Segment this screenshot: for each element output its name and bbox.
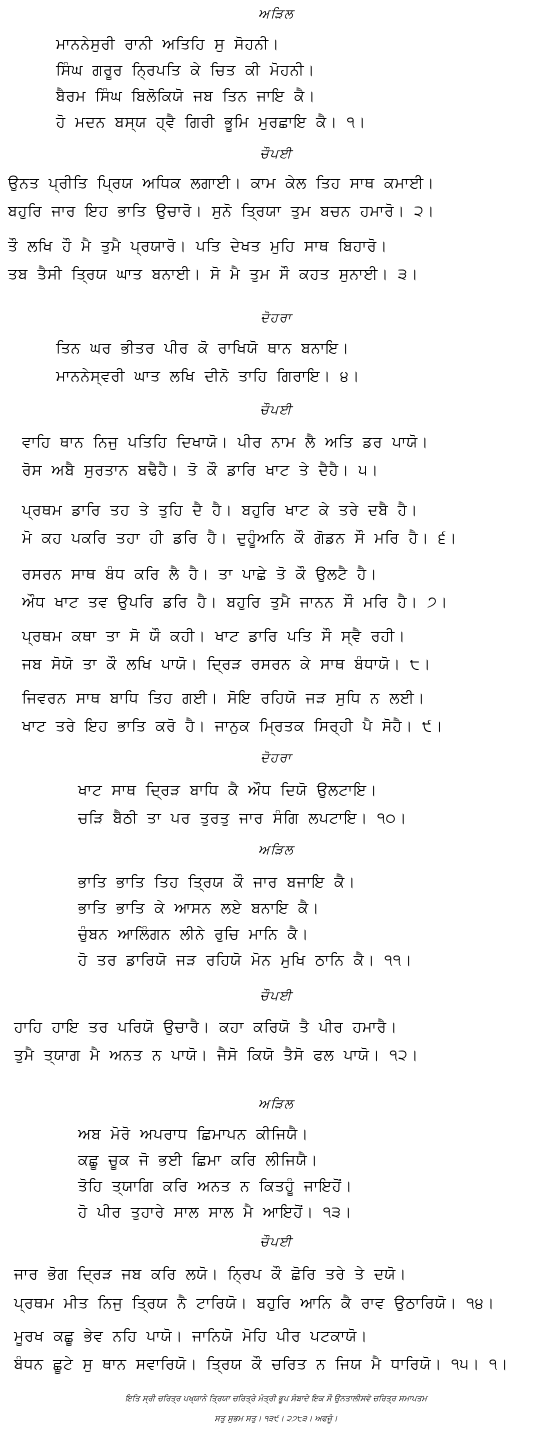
verse-line: ਤਿਨ ਘਰ ਭੀਤਰ ਪੀਰ ਕੋ ਰਾਖਿਯੋ ਥਾਨ ਬਨਾਇ। bbox=[56, 339, 350, 357]
verse-line: ਪ੍ਰਥਮ ਡਾਰਿ ਤਹ ਤੇ ਤੁਹਿ ਦੈ ਹੈ। ਬਹੁਰਿ ਖਾਟ ਕੇ ਤਰੇ ਦਬੈ ਹੈ। bbox=[22, 501, 418, 519]
verse-line: ਹਾਹਿ ਹਾਇ ਤਰ ਪਰਿਯੋ ਉਚਾਰੈ। ਕਹਾ ਕਰਿਯੋ ਤੈ ਪੀਰ ਹਮਾਰੈ। bbox=[14, 1018, 398, 1036]
section-heading: ਦੋਹਰਾ bbox=[260, 751, 292, 766]
verse-line: ਜਿਵਰਨ ਸਾਥ ਬਾਧਿ ਤਿਹ ਗਈ। ਸੋਇ ਰਹਿਯੋ ਜੜ ਸੁਧਿ ਨ ਲਈ। bbox=[22, 689, 425, 707]
verse-line: ਬਹੁਰਿ ਜਾਰ ਇਹ ਭਾਤਿ ਉਚਾਰੋ। ਸੁਨੋ ਤ੍ਰਿਯਾ ਤੁਮ ਬਚਨ ਹਮਾਰੋ। ੨। bbox=[8, 202, 435, 220]
verse-line: ਰਸਰਨ ਸਾਥ ਬੰਧ ਕਰਿ ਲੈ ਹੈ। ਤਾ ਪਾਛੇ ਤੋ ਕੌ ਉਲਟੈ ਹੈ। bbox=[22, 565, 378, 583]
verse-line: ਔਧ ਖਾਟ ਤਵ ਉਪਰਿ ਡਰਿ ਹੈ। ਬਹੁਰਿ ਤੁਮੈ ਜਾਨਨ ਸੌ ਮਰਿ ਹੈ। ੭। bbox=[22, 593, 448, 611]
verse-line: ਪ੍ਰਥਮ ਕਥਾ ਤਾ ਸੋ ਯੌ ਕਹੀ। ਖਾਟ ਡਾਰਿ ਪਤਿ ਸੌ ਸ੍ਵੈ ਰਹੀ। bbox=[22, 627, 406, 645]
verse-line: ਰੋਸ ਅਬੈ ਸੁਰਤਾਨ ਬਢੈਹੈ। ਤੋ ਕੌ ਡਾਰਿ ਖਾਟ ਤੇ ਦੈਹੈ। ੫। bbox=[22, 461, 379, 479]
verse-line: ਹੋ ਤਰ ਡਾਰਿਯੋ ਜੜ ਰਹਿਯੋ ਮੋਨ ਮੁਖਿ ਠਾਨਿ ਕੈ। ੧੧। bbox=[78, 951, 413, 969]
verse-line: ਚੜਿ ਬੈਠੀ ਤਾ ਪਰ ਤੁਰਤੁ ਜਾਰ ਸੰਗਿ ਲਪਟਾਇ। ੧੦। bbox=[78, 809, 407, 827]
section-heading: ਅੜਿਲ bbox=[258, 7, 294, 22]
verse-line: ਜਾਰ ਭੋਗ ਦ੍ਰਿੜ ਜਬ ਕਰਿ ਲਯੋ। ਨ੍ਰਿਪ ਕੌ ਛੋਰਿ ਤਰੇ ਤੇ ਦਯੋ। bbox=[14, 1265, 407, 1283]
verse-line: ਭਾਤਿ ਭਾਤਿ ਕੇ ਆਸਨ ਲਏ ਬਨਾਇ ਕੈ। bbox=[78, 899, 320, 917]
verse-line: ਤੋਹਿ ਤ੍ਯਾਗਿ ਕਰਿ ਅਨਤ ਨ ਕਿਤਹੂੰ ਜਾਇਹੋਂ। bbox=[78, 1177, 353, 1195]
section-heading: ਚੌਪਈ bbox=[259, 403, 293, 418]
verse-line: ਵਾਹਿ ਥਾਨ ਨਿਜੁ ਪਤਿਹਿ ਦਿਖਾਯੋ। ਪੀਰ ਨਾਮ ਲੈ ਅਤਿ ਡਰ ਪਾਯੋ। bbox=[22, 433, 429, 451]
verse-line: ਹੋ ਪੀਰ ਤੁਹਾਰੇ ਸਾਲ ਸਾਲ ਮੈ ਆਇਹੋਂ। ੧੩। bbox=[78, 1203, 352, 1221]
verse-line: ਤੁਮੈ ਤ੍ਯਾਗ ਮੈ ਅਨਤ ਨ ਪਾਯੋ। ਜੈਸੋ ਕਿਯੋ ਤੈਸੋ ਫਲ ਪਾਯੋ। ੧੨। bbox=[14, 1046, 419, 1064]
section-heading: ਚੌਪਈ bbox=[259, 1235, 293, 1250]
verse-line: ਅਬ ਮੋਰੋ ਅਪਰਾਧ ਛਿਮਾਪਨ ਕੀਜਿਯੈ। bbox=[78, 1125, 309, 1143]
section-heading: ਚੌਪਈ bbox=[259, 147, 293, 162]
verse-line: ਖਾਟ ਸਾਥ ਦ੍ਰਿੜ ਬਾਧਿ ਕੈ ਔਧ ਦਿਯੋ ਉਲਟਾਇ। bbox=[78, 781, 378, 799]
verse-line: ਮੋ ਕਹ ਪਕਰਿ ਤਹਾ ਹੀ ਡਰਿ ਹੈ। ਦੁਹੂੰਅਨਿ ਕੌ ਗੋਡਨ ਸੌ ਮਰਿ ਹੈ। ੬। bbox=[22, 529, 457, 547]
section-heading: ਅੜਿਲ bbox=[258, 843, 294, 858]
colophon-line: ਇਤਿ ਸ੍ਰੀ ਚਰਿਤ੍ਰ ਪਖ੍ਯਾਨੇ ਤ੍ਰਿਯਾ ਚਰਿਤ੍ਰੇ ਮੰਤ੍ਰੀ ਭੂਪ ਸੰਬਾਦੇ ਇਕ ਸੌ ਉਨਤਾਲੀਸਵੋ ਚਰਿਤ੍ਰ ਸਮਾਪਤਮ bbox=[125, 1394, 427, 1403]
section-heading: ਦੋਹਰਾ bbox=[260, 311, 292, 326]
verse-line: ਜਬ ਸੋਯੋ ਤਾ ਕੌ ਲਖਿ ਪਾਯੋ। ਦ੍ਰਿੜ ਰਸਰਨ ਕੇ ਸਾਥ ਬੰਧਾਯੋ। ੮। bbox=[22, 655, 431, 673]
verse-line: ਬੈਰਮ ਸਿੰਘ ਬਿਲੋਕਿਯੋ ਜਬ ਤਿਨ ਜਾਇ ਕੈ। bbox=[56, 87, 316, 105]
section-heading: ਚੌਪਈ bbox=[259, 989, 293, 1004]
verse-line: ਪ੍ਰਥਮ ਮੀਤ ਨਿਜੁ ਤ੍ਰਿਯ ਨੈ ਟਾਰਿਯੋ। ਬਹੁਰਿ ਆਨਿ ਕੈ ਰਾਵ ਉਠਾਰਿਯੋ। ੧੪। bbox=[14, 1294, 495, 1312]
verse-line: ਕਛੂ ਚੂਕ ਜੋ ਭਈ ਛਿਮਾ ਕਰਿ ਲੀਜਿਯੈ। bbox=[78, 1151, 319, 1169]
verse-line: ਤਬ ਤੈਸੀ ਤ੍ਰਿਯ ਘਾਤ ਬਨਾਈ। ਸੋ ਮੈ ਤੁਮ ਸੌ ਕਹਤ ਸੁਨਾਈ। ੩। bbox=[8, 265, 419, 283]
verse-line: ਮਾਨਨੇਸ੍ਵਰੀ ਘਾਤ ਲਖਿ ਦੀਨੋ ਤਾਹਿ ਗਿਰਾਇ। ੪। bbox=[56, 367, 360, 385]
verse-line: ਭਾਤਿ ਭਾਤਿ ਤਿਹ ਤ੍ਰਿਯ ਕੌ ਜਾਰ ਬਜਾਇ ਕੈ। bbox=[78, 873, 356, 891]
verse-line: ਮੂਰਖ ਕਛੂ ਭੇਵ ਨਹਿ ਪਾਯੋ। ਜਾਨਿਯੋ ਮੋਹਿ ਪੀਰ ਪਟਕਾਯੋ। bbox=[14, 1327, 368, 1345]
verse-line: ਤੌ ਲਖਿ ਹੌ ਮੈ ਤੁਮੈ ਪ੍ਰਯਾਰੋ। ਪਤਿ ਦੇਖਤ ਮੁਹਿ ਸਾਥ ਬਿਹਾਰੋ। bbox=[8, 237, 388, 255]
section-heading: ਅੜਿਲ bbox=[258, 1097, 294, 1112]
verse-line: ਸਿੰਘ ਗਰੂਰ ਨ੍ਰਿਪਤਿ ਕੇ ਚਿਤ ਕੀ ਮੋਹਨੀ। bbox=[56, 61, 315, 79]
verse-line: ਉਨਤ ਪ੍ਰੀਤਿ ਪ੍ਰਿਯ ਅਧਿਕ ਲਗਾਈ। ਕਾਮ ਕੇਲ ਤਿਹ ਸਾਥ ਕਮਾਈ। bbox=[8, 174, 435, 192]
verse-line: ਮਾਨਨੇਸੁਰੀ ਰਾਨੀ ਅਤਿਹਿ ਸੁ ਸੋਹਨੀ। bbox=[56, 35, 280, 53]
colophon-line: ਸਤੁ ਸੁਭਮ ਸਤੁ। ੧੩੯। ੨੭੮੩। ਅਫਜੂੰ। bbox=[214, 1414, 338, 1423]
verse-line: ਹੋ ਮਦਨ ਬਸ੍ਯ ਹ੍ਵੈ ਗਿਰੀ ਭੂਮਿ ਮੁਰਛਾਇ ਕੈ। ੧। bbox=[56, 113, 366, 131]
verse-line: ਖਾਟ ਤਰੇ ਇਹ ਭਾਤਿ ਕਰੋ ਹੈ। ਜਾਨੁਕ ਮ੍ਰਿਤਕ ਸਿਰ੍ਹੀ ਪੈ ਸੋਹੈ। ੯। bbox=[22, 717, 444, 735]
verse-line: ਬੰਧਨ ਛੂਟੇ ਸੁ ਥਾਨ ਸਵਾਰਿਯੋ। ਤ੍ਰਿਯ ਕੌ ਚਰਿਤ ਨ ਜਿਯ ਮੈ ਧਾਰਿਯੋ। ੧੫। ੧। bbox=[14, 1355, 509, 1373]
verse-line: ਚੁੰਬਨ ਆਲਿੰਗਨ ਲੀਨੇ ਰੁਚਿ ਮਾਨਿ ਕੈ। bbox=[78, 925, 309, 943]
